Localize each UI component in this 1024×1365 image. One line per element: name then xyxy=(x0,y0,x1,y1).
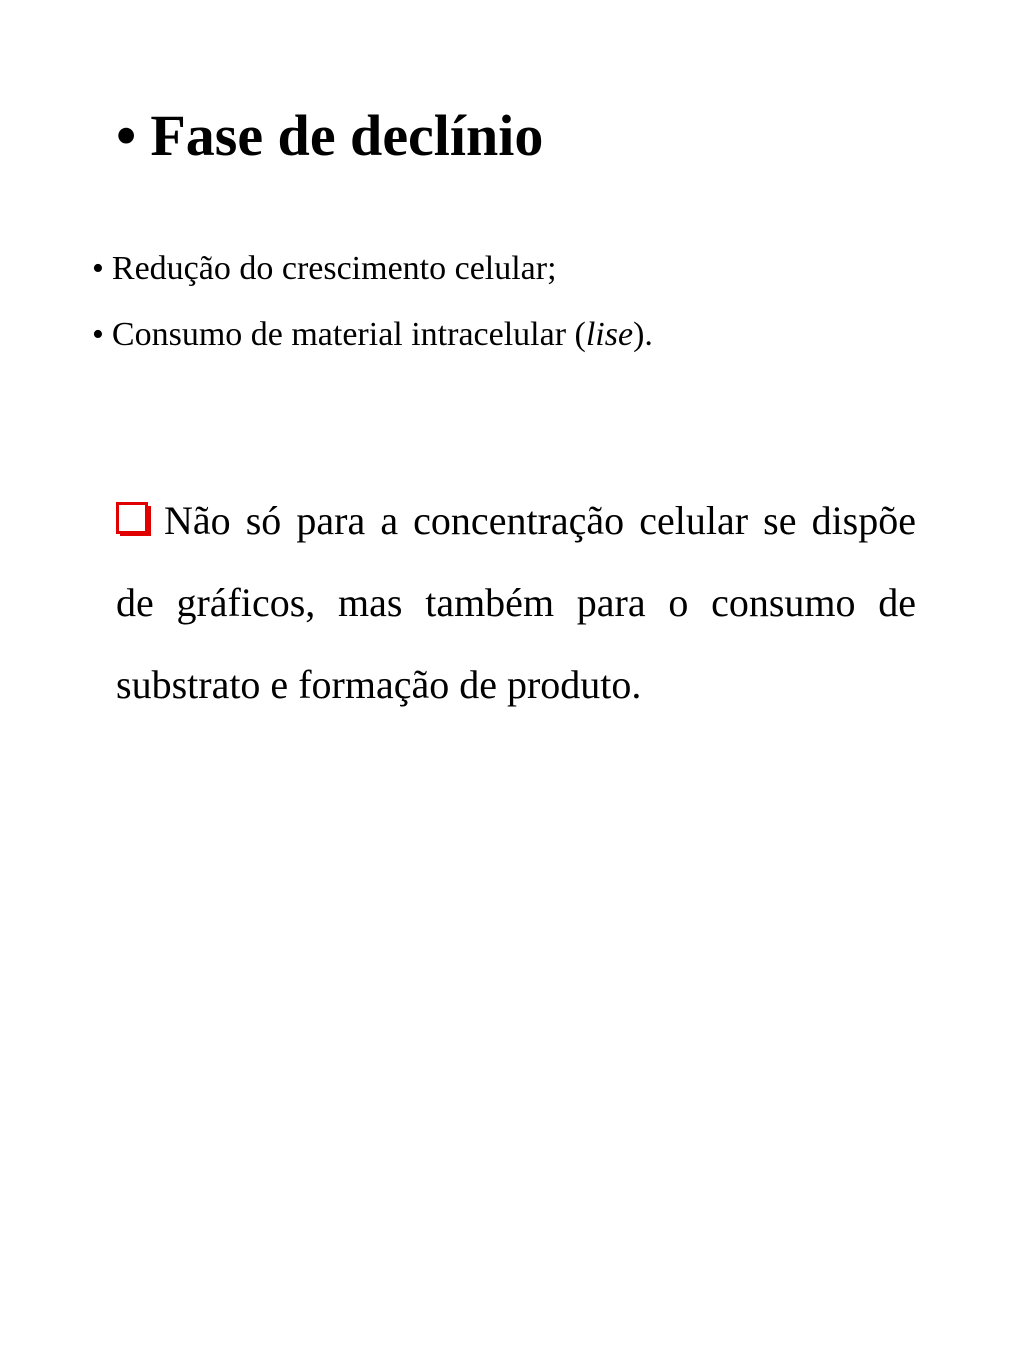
list-item-text-after: ). xyxy=(633,316,653,353)
list-item xyxy=(92,302,653,368)
list-item-text: Redução do crescimento celular; xyxy=(111,250,557,287)
list-item xyxy=(92,236,653,302)
slide-title xyxy=(116,100,543,172)
title-text: Fase de declínio xyxy=(150,103,544,168)
list-bullet: • xyxy=(92,250,104,287)
checkbox-icon xyxy=(116,502,150,536)
paragraph-text: Não só para a concentração celular se dispõe de gráficos, mas também para o consumo de substrato e formação de produto. xyxy=(116,498,916,707)
list-bullet: • xyxy=(92,316,104,353)
bullet-list xyxy=(92,236,653,368)
list-item-text-italic: lise xyxy=(585,316,634,353)
body-paragraph xyxy=(116,480,916,726)
title-bullet: • xyxy=(116,103,137,168)
list-item-text-before: Consumo de material intracelular ( xyxy=(111,316,586,353)
